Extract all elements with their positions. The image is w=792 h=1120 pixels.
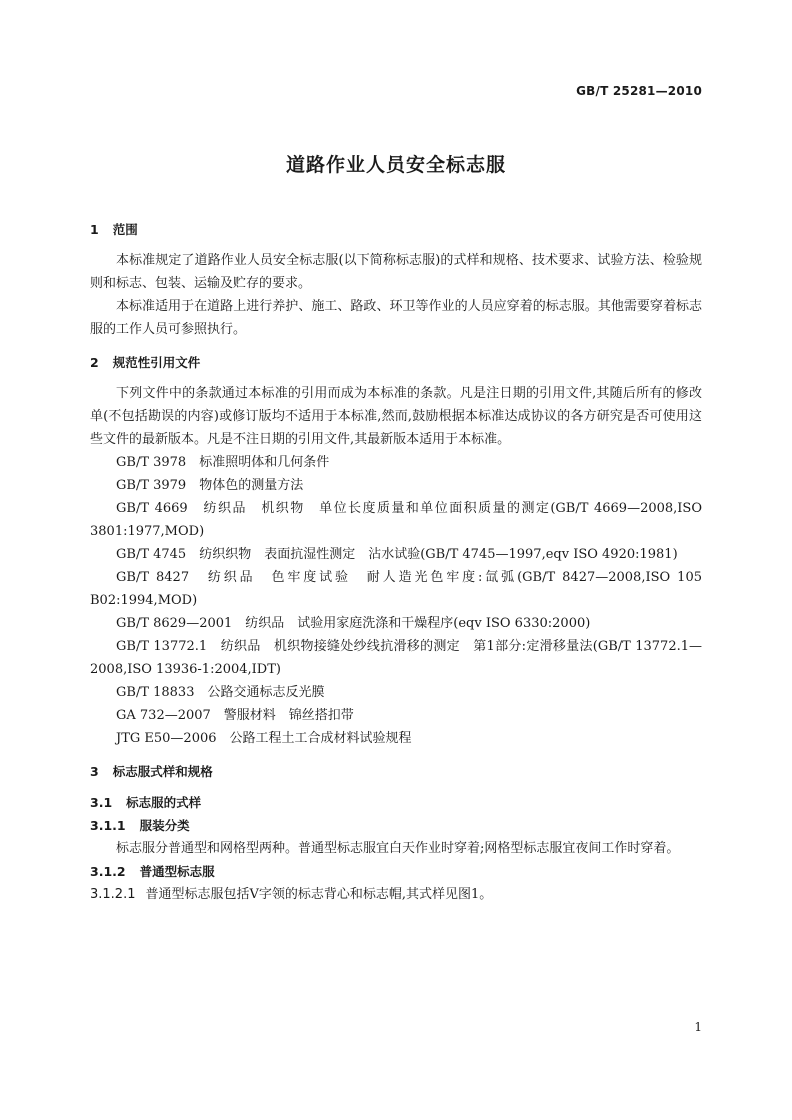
section-3-heading	[90, 760, 702, 783]
document-body	[90, 218, 702, 906]
section-title: 标志服式样和规格	[112, 764, 213, 779]
section-title: 规范性引用文件	[112, 355, 201, 370]
reference-item: GB/T 8629—2001 纺织品 试验用家庭洗涤和干燥程序(eqv ISO 6330:2000)	[116, 616, 591, 631]
reference-item: GB/T 18833 公路交通标志反光膜	[116, 685, 325, 700]
section-number: 3	[90, 764, 99, 779]
reference-item: GB/T 4745 纺织织物 表面抗湿性测定 沾水试验(GB/T 4745—1997,eqv ISO 4920:1981)	[116, 547, 678, 562]
section-number: 3.1.2.1	[90, 887, 136, 902]
section-number: 3.1	[90, 795, 113, 810]
subsection-3-1-1-heading	[90, 814, 702, 837]
section-number: 1	[90, 222, 99, 237]
reference-item: GA 732—2007 警服材料 锦丝搭扣带	[116, 708, 354, 723]
page-number: 1	[694, 1020, 702, 1034]
section-title: 范围	[112, 222, 138, 237]
reference-item: GB/T 3979 物体色的测量方法	[116, 478, 304, 493]
reference-item: GB/T 8427 纺织品 色牢度试验 耐人造光色牢度:氙弧(GB/T 8427—2008,ISO 105 B02:1994,MOD)	[90, 570, 702, 608]
standard-number: GB/T 25281—2010	[576, 84, 702, 98]
clause-text: 普通型标志服包括V字领的标志背心和标志帽,其式样见图1。	[145, 887, 493, 902]
paragraph: 本标准规定了道路作业人员安全标志服(以下简称标志服)的式样和规格、技术要求、试验方法、检验规则和标志、包装、运输及贮存的要求。	[90, 253, 702, 291]
paragraph: 本标准适用于在道路上进行养护、施工、路政、环卫等作业的人员应穿着的标志服。其他需要穿着标志服的工作人员可参照执行。	[90, 299, 702, 337]
paragraph: 下列文件中的条款通过本标准的引用而成为本标准的条款。凡是注日期的引用文件,其随后所有的修改单(不包括勘误的内容)或修订版均不适用于本标准,然而,鼓励根据本标准达成协议的各方研究是否可使用这些文件的最新版本。凡是不注日期的引用文件,其最新版本适用于本标准。	[90, 386, 702, 447]
section-number: 3.1.2	[90, 864, 126, 879]
reference-item: GB/T 13772.1 纺织品 机织物接缝处纱线抗滑移的测定 第1部分:定滑移量法(GB/T 13772.1—2008,ISO 13936-1:2004,IDT)	[90, 639, 702, 677]
paragraph: 标志服分普通型和网格型两种。普通型标志服宜白天作业时穿着;网格型标志服宜夜间工作时穿着。	[116, 841, 680, 856]
section-1-heading	[90, 218, 702, 241]
section-title: 标志服的式样	[126, 795, 202, 810]
subsection-3-1-heading	[90, 791, 702, 814]
reference-item: GB/T 4669 纺织品 机织物 单位长度质量和单位面积质量的测定(GB/T 4669—2008,ISO 3801:1977,MOD)	[90, 501, 702, 539]
section-number: 2	[90, 355, 99, 370]
subsection-3-1-2-heading	[90, 860, 702, 883]
section-2-heading	[90, 351, 702, 374]
section-title: 服装分类	[139, 818, 190, 833]
document-title: 道路作业人员安全标志服	[285, 154, 506, 176]
reference-item: GB/T 3978 标准照明体和几何条件	[116, 455, 330, 470]
section-title: 普通型标志服	[139, 864, 215, 879]
reference-item: JTG E50—2006 公路工程土工合成材料试验规程	[116, 731, 412, 746]
section-number: 3.1.1	[90, 818, 126, 833]
clause-3-1-2-1	[90, 883, 702, 906]
